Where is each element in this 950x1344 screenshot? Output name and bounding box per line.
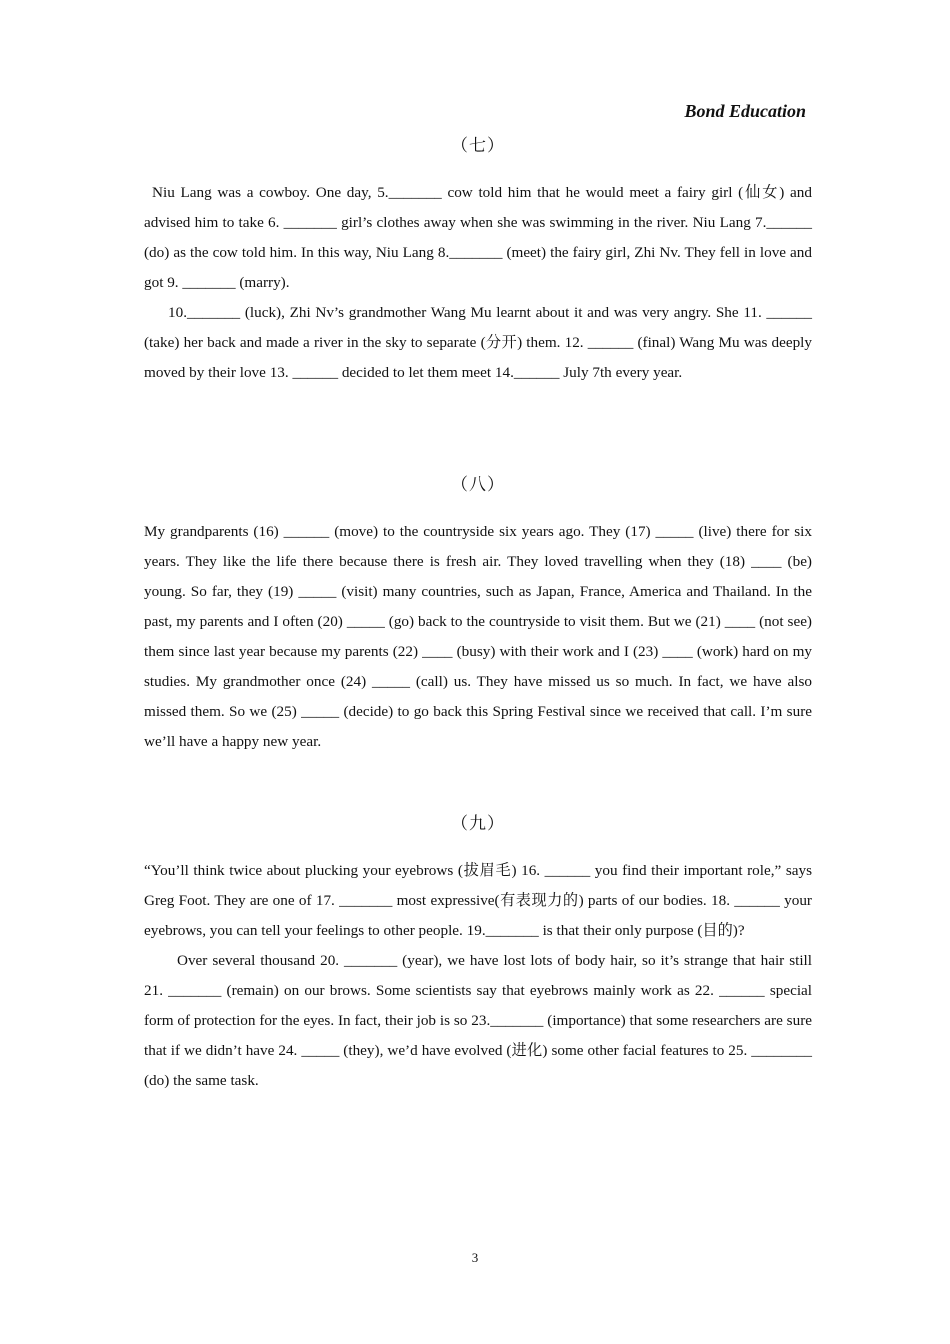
paragraph: My grandparents (16) ______ (move) to the countryside six years ago. They (17) _____ (live) there for six years. They like the life there because there is fresh air. They loved travelling when they (18) ____ (be) young. So far, they (19) _____ (visit) many countries, such as Japan, France, America and Thailand. In the past, my parents and I often (20) _____ (go) back to the countryside to visit them. But we (21) ____ (not see) them since last year because my parents (22) ____ (busy) with their work and I (23) ____ (work) hard on my studies. My grandmother once (24) _____ (call) us. They have missed us so much. In fact, we have also missed them. So we (25) _____ (decide) to go back this Spring Festival since we received that call. I’m sure we’ll have a happy new year. xyxy=(144,523,812,750)
section-title: （七） xyxy=(451,136,505,155)
header-brand: Bond Education xyxy=(684,101,806,121)
section-8 xyxy=(144,470,812,757)
paragraph: 10._______ (luck), Zhi Nv’s grandmother Wang Mu learnt about it and was very angry. She 11. ______ (take) her back and made a river in the sky to separate (分开) them. 12. ______ (final) Wang Mu was deeply moved by their love 13. ______ decided to let them meet 14.______ July 7th every year. xyxy=(144,304,812,381)
paragraph: Over several thousand 20. _______ (year), we have lost lots of body hair, so it’s strange that hair still 21. _______ (remain) on our brows. Some scientists say that eyebrows mainly work as 22. ______ special form of protection for the eyes. In fact, their job is so 23._______ (importance) that some researchers are sure that if we didn’t have 24. _____ (they), we’d have evolved (进化) some other facial features to 25. ________ (do) the same task. xyxy=(144,952,812,1089)
section-7 xyxy=(144,131,812,388)
section-title: （九） xyxy=(451,814,505,833)
paragraph: Niu Lang was a cowboy. One day, 5._______ cow told him that he would meet a fairy girl (仙女) and advised him to take 6. _______ girl’s clothes away when she was swimming in the river. Niu Lang 7.______ (do) as the cow told him. In this way, Niu Lang 8._______ (meet) the fairy girl, Zhi Nv. They fell in love and got 9. _______ (marry). xyxy=(144,184,812,291)
paragraph: “You’ll think twice about plucking your eyebrows (拔眉毛) 16. ______ you find their important role,” says Greg Foot. They are one of 17. _______ most expressive(有表现力的) parts of our bodies. 18. ______ your eyebrows, you can tell your feelings to other people. 19._______ is that their only purpose (目的)? xyxy=(144,862,812,939)
section-title: （八） xyxy=(451,475,505,494)
section-9 xyxy=(144,809,812,1096)
page-number: 3 xyxy=(471,1250,479,1265)
